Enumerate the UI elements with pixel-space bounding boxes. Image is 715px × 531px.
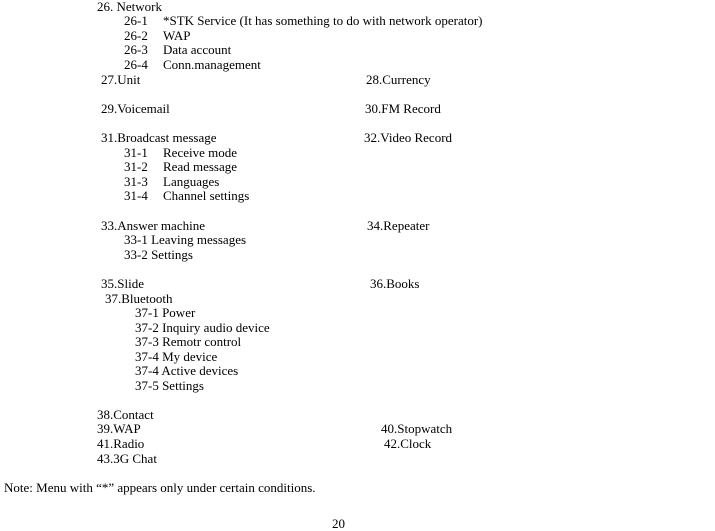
menu-31-broadcast-message: 31.Broadcast message xyxy=(101,130,217,145)
item-31-1-label: Receive mode xyxy=(163,145,237,160)
item-31-2-num: 31-2 xyxy=(124,159,148,174)
item-37-3: 37-3 Remotr control xyxy=(135,334,242,349)
footnote: Note: Menu with “*” appears only under certain conditions. xyxy=(4,480,316,495)
menu-42-clock: 42.Clock xyxy=(384,436,432,451)
menu-34-repeater: 34.Repeater xyxy=(367,218,430,233)
menu-27-unit: 27.Unit xyxy=(101,72,141,87)
menu-41-radio: 41.Radio xyxy=(97,436,145,451)
item-26-2-num: 26-2 xyxy=(124,28,148,43)
item-26-4-label: Conn.management xyxy=(163,57,261,72)
menu-39-wap: 39.WAP xyxy=(97,421,141,436)
item-26-1-num: 26-1 xyxy=(124,13,148,28)
heading-26-network: 26. Network xyxy=(97,0,162,14)
menu-33-answer-machine: 33.Answer machine xyxy=(101,218,205,233)
item-37-5: 37-5 Settings xyxy=(135,378,204,393)
item-26-3-label: Data account xyxy=(163,42,232,57)
menu-36-books: 36.Books xyxy=(370,276,420,291)
item-37-1: 37-1 Power xyxy=(135,305,196,320)
item-26-3-num: 26-3 xyxy=(124,42,148,57)
item-33-1: 33-1 Leaving messages xyxy=(124,232,247,247)
menu-28-currency: 28.Currency xyxy=(366,72,431,87)
menu-35-slide: 35.Slide xyxy=(101,276,144,291)
item-31-2-label: Read message xyxy=(163,159,238,174)
menu-37-bluetooth: 37.Bluetooth xyxy=(105,291,173,306)
item-37-4-my-device: 37-4 My device xyxy=(135,349,218,364)
menu-40-stopwatch: 40.Stopwatch xyxy=(381,421,453,436)
menu-43-3g-chat: 43.3G Chat xyxy=(97,451,157,466)
menu-30-fm-record: 30.FM Record xyxy=(365,101,441,116)
item-26-1-label: *STK Service (It has something to do with network operator) xyxy=(163,13,483,28)
menu-32-video-record: 32.Video Record xyxy=(364,130,453,145)
item-31-4-label: Channel settings xyxy=(163,188,250,203)
item-31-3-num: 31-3 xyxy=(124,174,148,189)
item-37-2: 37-2 Inquiry audio device xyxy=(135,320,270,335)
item-31-3-label: Languages xyxy=(163,174,220,189)
item-26-2-label: WAP xyxy=(163,28,191,43)
item-31-4-num: 31-4 xyxy=(124,188,148,203)
item-37-4-active-devices: 37-4 Active devices xyxy=(135,363,239,378)
menu-38-contact: 38.Contact xyxy=(97,407,154,422)
menu-29-voicemail: 29.Voicemail xyxy=(101,101,170,116)
item-31-1-num: 31-1 xyxy=(124,145,148,160)
item-33-2: 33-2 Settings xyxy=(124,247,193,262)
item-26-4-num: 26-4 xyxy=(124,57,148,72)
page-number: 20 xyxy=(332,516,345,531)
